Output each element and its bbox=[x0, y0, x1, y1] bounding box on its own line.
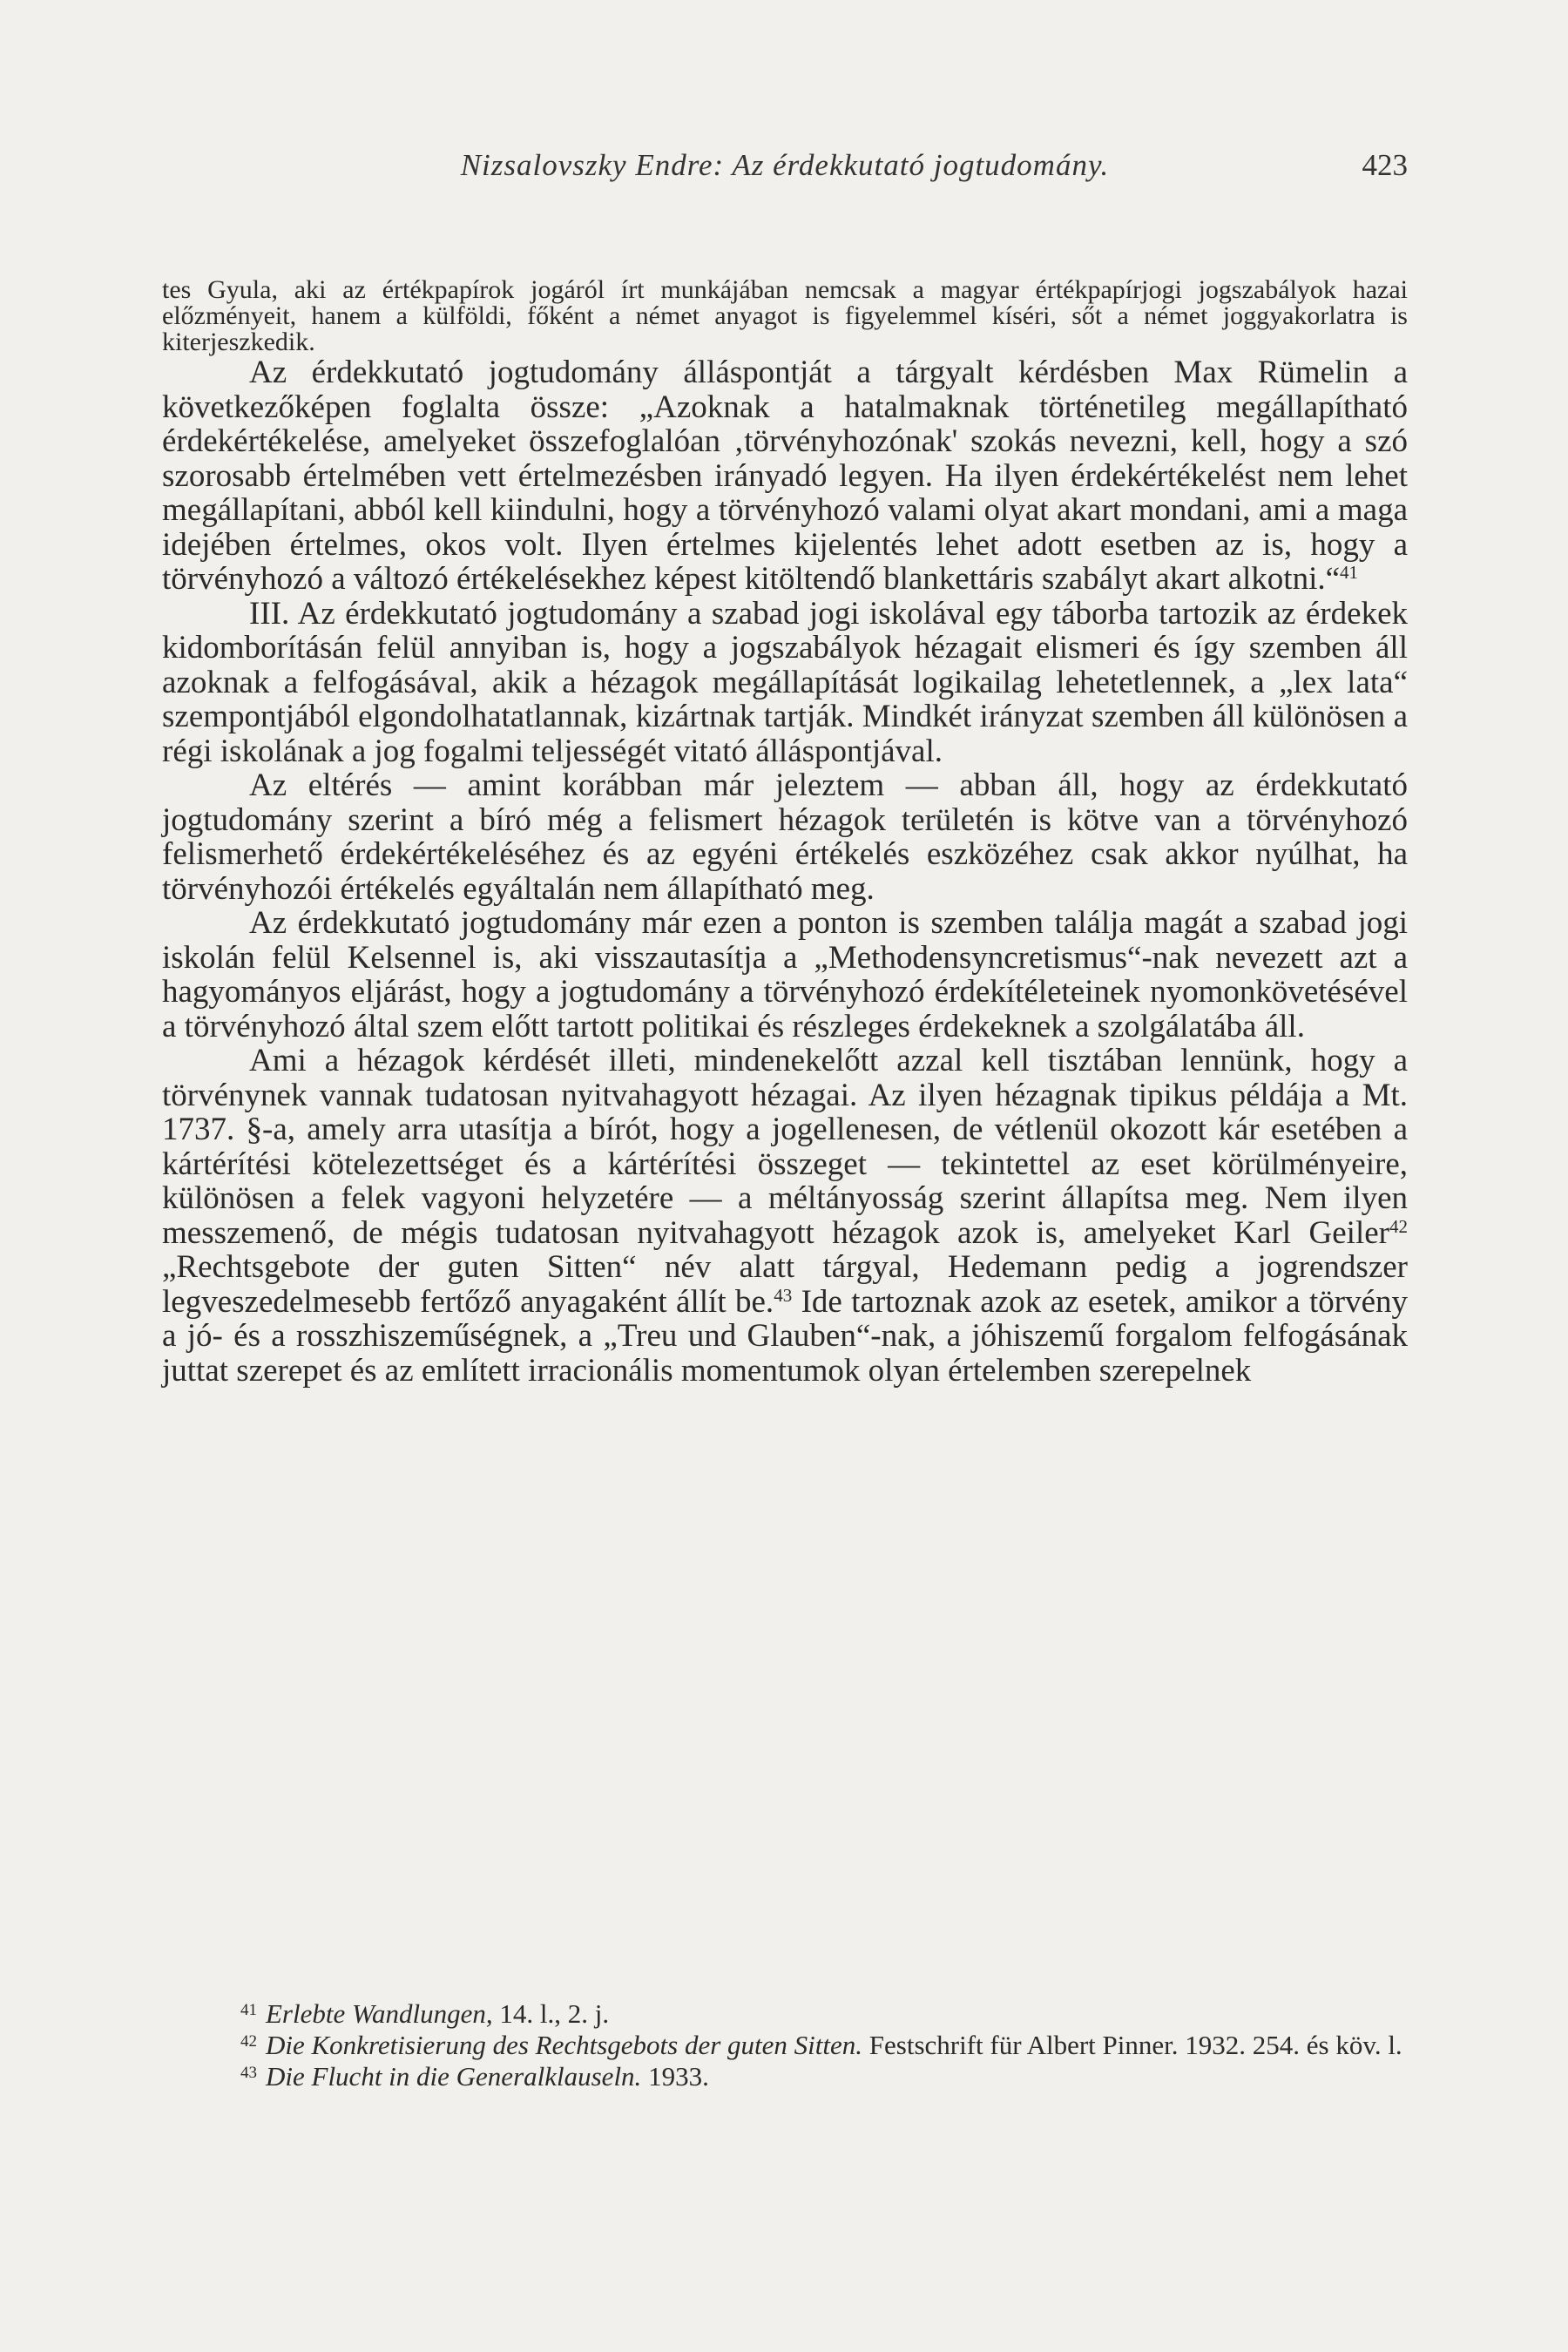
paragraph-3 bbox=[162, 597, 1408, 769]
paragraph-2 bbox=[162, 355, 1408, 597]
paragraph-4-text: Az eltérés — amint korábban már jeleztem — abban áll, hogy az érdekkutató jogtudomány szerint a bíró még a felismert hézagok területén is kötve van a törvényhozó felismerhető érdekértékeléséhez és az egyéni értékelés eszközéhez csak akkor nyúlhat, ha törvényhozói értékelés egyáltalán nem állapítható meg. bbox=[162, 767, 1408, 907]
footnote-ref-43: 43 bbox=[774, 1284, 793, 1306]
paragraph-2-text: Az érdekkutató jogtudomány álláspontját a tárgyalt kérdésben Max Rümelin a következőképen foglalta össze: „Azoknak a hatalmaknak történetileg megállapítható érdekértékelése, amelyeket összefoglalóan ‚törvényhozónak' szokás nevezni, kell, hogy a szó szorosabb értelmében vett értelmezésben irányadó legyen. Ha ilyen érdekértékelést nem lehet megállapítani, abból kell kiindulni, hogy a törvényhozó valami olyat akart mondani, ami a maga idejében értelmes, okos volt. Ilyen értelmes kijelentés lehet adott esetben az is, hogy a törvényhozó a változó értékelésekhez képest kitöltendő blankettáris szabályt akart alkotni.“ bbox=[162, 355, 1408, 597]
running-title: Nizsalovszky Endre: Az érdekkutató jogtudomány. bbox=[460, 148, 1110, 182]
footnote bbox=[162, 2059, 1408, 2091]
footnote-title: Die Konkretisierung des Rechtsgebots der guten Sitten. bbox=[266, 2030, 863, 2060]
paragraph-6-text-c: Ide tartoznak azok az esetek, amikor a törvény a jó- és a rosszhiszeműségnek, a „Treu und Glauben“-nak, a jóhiszemű forgalom felfogásának juttat szerepet és az említett irracionális momentumok olyan értelemben szerepelnek bbox=[162, 1283, 1408, 1389]
paragraph-5-text: Az érdekkutató jogtudomány már ezen a ponton is szemben találja magát a szabad jogi iskolán felül Kelsennel is, aki visszautasítja a „Methodensyncretismus“-nak nevezett azt a hagyományos eljárást, hogy a jogtudomány a törvényhozó érdekítéleteinek nyomonkövetésével a törvényhozó által szem előtt tartott politikai és részleges érdekeknek a szolgálatába áll. bbox=[162, 905, 1408, 1044]
footnote bbox=[162, 2028, 1408, 2059]
paragraph-6 bbox=[162, 1044, 1408, 1388]
paragraph-6-text-b: „Rechtsgebote der guten Sitten“ név alatt tárgyal, Hedemann pedig a jogrendszer legveszedelmesebb fertőző anyagaként állít be. bbox=[162, 1249, 1408, 1320]
paragraph-1 bbox=[162, 277, 1408, 355]
footnote-number: 42 bbox=[240, 2032, 257, 2051]
footnotes bbox=[162, 1997, 1408, 2091]
footnote-title: Die Flucht in die Generalklauseln. bbox=[266, 2061, 642, 2092]
footnote bbox=[162, 1997, 1408, 2028]
paragraph-6-text-a: Ami a hézagok kérdését illeti, mindenekelőtt azzal kell tisztában lennünk, hogy a törvénynek vannak tudatosan nyitvahagyott hézagai. Az ilyen hézagnak tipikus példája a Mt. 1737. §-a, amely arra utasítja a bírót, hogy a jogellenesen, de vétlenül okozott kár esetében a kártérítési kötelezettséget és a kártérítési összeget — tekintettel az eset körülményeire, különösen a felek vagyoni helyzetére — a méltányosság szerint állapítsa meg. Nem ilyen messzemenő, de mégis tudatosan nyitvahagyott hézagok azok is, amelyeket Karl Geiler bbox=[162, 1043, 1408, 1251]
footnote-title: Erlebte Wandlungen, bbox=[266, 1998, 493, 2029]
page-header bbox=[162, 148, 1408, 183]
paragraph-3-text: III. Az érdekkutató jogtudomány a szabad jogi iskolával egy táborba tartozik az érdekek kidomborításán felül annyiban is, hogy a jogszabályok hézagait elismeri és így szemben áll azoknak a felfogásával, akik a hézagok megállapítását logikailag lehetetlennek, a „lex lata“ szempontjából elgondolhatatlannak, kizártnak tartják. Mindkét irányzat szemben áll különösen a régi iskolának a jog fogalmi teljességét vitató álláspontjával. bbox=[162, 595, 1408, 769]
footnote-text: 1933. bbox=[641, 2061, 709, 2092]
footnote-number: 43 bbox=[240, 2064, 257, 2082]
footnote-text: 14. l., 2. j. bbox=[492, 1998, 610, 2029]
page-number: 423 bbox=[1362, 148, 1408, 182]
body-text bbox=[162, 277, 1408, 1388]
footnote-text: Festschrift für Albert Pinner. 1932. 254. és köv. l. bbox=[862, 2030, 1402, 2060]
paragraph-1-text: tes Gyula, aki az értékpapírok jogáról írt munkájában nemcsak a magyar értékpapírjogi jogszabályok hazai előzményeit, hanem a külföldi, főként a német anyagot is figyelemmel kíséri, sőt a német joggyakorlatra is kiterjeszkedik. bbox=[162, 275, 1408, 356]
footnote-ref-41: 41 bbox=[1340, 562, 1359, 583]
paragraph-5 bbox=[162, 906, 1408, 1044]
footnote-ref-42: 42 bbox=[1389, 1215, 1408, 1237]
footnote-number: 41 bbox=[240, 2001, 257, 2019]
paragraph-4 bbox=[162, 768, 1408, 906]
